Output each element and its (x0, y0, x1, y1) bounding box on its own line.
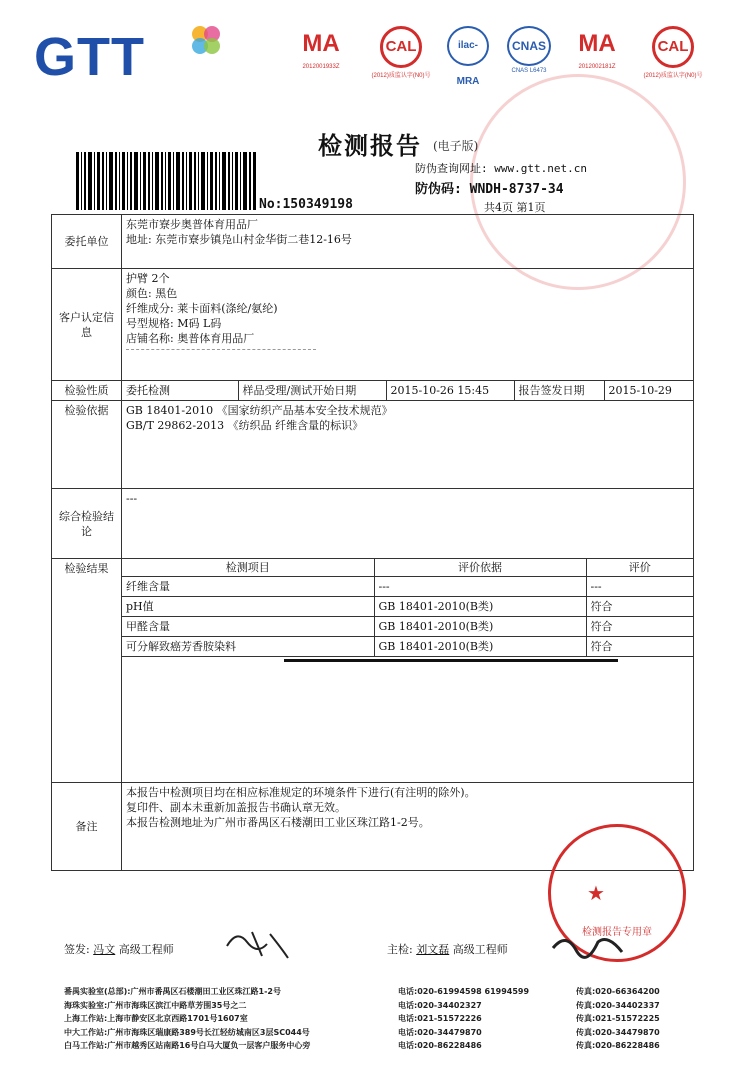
lab-addresses: 番禺实验室(总部):广州市番禺区石楼潮田工业区珠江路1-2号 海珠实验室:广州市海珠区滨江中路草芳围35号之二 上海工作站:上海市静安区北京西路1701号1607室 中大工作站:广州市海珠区瑞康路389号长江轻纺城南区3层SC044号 白马工作站:广州市越秀区站南路16号白马大厦负一层客户服务中心旁 (64, 987, 311, 1050)
cnas-cert: CNAS CNAS L6473 (503, 26, 555, 74)
customer-line: 号型规格: M码 L码 (126, 317, 222, 330)
result-header: 评价依据 (374, 559, 586, 577)
remark-line: 本报告检测地址为广州市番禺区石楼潮田工业区珠江路1-2号。 (126, 816, 430, 829)
report-number: No:150349198 (259, 197, 353, 212)
issuer-signature: 签发: 冯文 高级工程师 (64, 943, 174, 956)
page-count: 共4页 第1页 (484, 201, 546, 214)
result-item: pH值 (122, 597, 374, 617)
result-item: 可分解致癌芳香胺染料 (122, 637, 374, 657)
table-row (122, 617, 693, 637)
cma-cert-2: MA 2012002181Z (578, 30, 616, 70)
customer-line: 店铺名称: 奥普体育用品厂 (126, 332, 255, 345)
result-basis: GB 18401-2010(B类) (374, 617, 586, 637)
conclusion-value: --- (122, 489, 694, 559)
table-row (122, 597, 693, 617)
result-basis: GB 18401-2010(B类) (374, 597, 586, 617)
result-eval: 符合 (586, 637, 693, 657)
lab-faxes: 传真:020-66364200 传真:020-34402337 传真:021-51572225 传真:020-34479870 传真:020-86228486 (576, 987, 660, 1050)
client-row (52, 215, 694, 269)
ilac-cert: ilac-MRA (442, 26, 494, 66)
result-basis: --- (374, 577, 586, 597)
client-name: 东莞市寮步奥普体育用品厂 (126, 218, 258, 231)
result-eval: --- (586, 577, 693, 597)
logo-text: GTT (34, 27, 145, 87)
issuer-name: 冯文 (93, 943, 116, 956)
cma-cert-1: MA 2012001933Z (302, 30, 340, 70)
report-edition: (电子版) (433, 139, 479, 153)
table-row (122, 637, 693, 657)
checker-handwritten-signature (548, 928, 628, 962)
table-row (122, 577, 693, 597)
result-eval: 符合 (586, 617, 693, 637)
result-item: 纤维含量 (122, 577, 374, 597)
nature-label: 检验性质 (52, 381, 122, 401)
basis-row (52, 401, 694, 489)
result-item: 甲醛含量 (122, 617, 374, 637)
nature-table (122, 381, 693, 400)
customer-line: 护臂 2个 (126, 272, 170, 285)
result-header: 评价 (586, 559, 693, 577)
seal-text: 检测报告专用章 (582, 927, 652, 938)
customer-label: 客户认定信息 (52, 269, 122, 381)
remark-line: 复印件、副本未重新加盖报告书确认章无效。 (126, 801, 346, 814)
sample-date: 2015-10-26 15:45 (386, 381, 514, 400)
report-title: 检测报告 (318, 132, 422, 160)
result-label: 检验结果 (52, 559, 122, 783)
lab-phones: 电话:020-61994598 61994599 电话:020-34402327 电话:021-51572226 电话:020-34479870 电话:020-86228486 (398, 987, 530, 1050)
barcode (76, 152, 257, 210)
issue-date: 2015-10-29 (604, 381, 693, 400)
basis-line: GB/T 29862-2013 《纺织品 纤维含量的标识》 (126, 419, 364, 432)
basis-label: 检验依据 (52, 401, 122, 489)
remark-line: 本报告中检测项目均在相应标准规定的环境条件下进行(有注明的除外)。 (126, 786, 476, 799)
client-address: 地址: 东莞市寮步镇凫山村金华街二巷12-16号 (126, 233, 352, 246)
dashed-divider (126, 349, 316, 350)
verify-website: 防伪查询网址: www.gtt.net.cn (415, 162, 587, 175)
client-label: 委托单位 (52, 215, 122, 269)
customer-line: 颜色: 黑色 (126, 287, 178, 300)
official-seal: ★ 检测报告专用章 (548, 824, 686, 962)
nature-value: 委托检测 (122, 381, 238, 400)
cal-cert-1: CAL (2012)质监认字(N0)号 (370, 26, 432, 79)
client-info (122, 215, 694, 269)
customer-info (122, 269, 694, 381)
conclusion-row (52, 489, 694, 559)
result-table (122, 559, 693, 657)
gtt-logo (34, 26, 145, 88)
checker-name: 刘文磊 (416, 943, 450, 956)
customer-line: 纤维成分: 莱卡面料(涤纶/氨纶) (126, 302, 278, 315)
result-eval: 符合 (586, 597, 693, 617)
sample-label: 样品受理/测试开始日期 (238, 381, 386, 400)
report-table (51, 214, 694, 871)
cal-cert-2: CAL (2012)质监认字(N0)号 (642, 26, 704, 79)
flower-logo-icon (188, 22, 224, 58)
issue-label: 报告签发日期 (514, 381, 604, 400)
basis-line: GB 18401-2010 《国家纺织产品基本安全技术规范》 (126, 404, 393, 417)
result-header: 检测项目 (122, 559, 374, 577)
conclusion-label: 综合检验结论 (52, 489, 122, 559)
customer-row (52, 269, 694, 381)
issuer-handwritten-signature (222, 924, 292, 964)
result-row (52, 559, 694, 783)
basis-info (122, 401, 694, 489)
result-basis: GB 18401-2010(B类) (374, 637, 586, 657)
remark-label: 备注 (52, 783, 122, 871)
checker-signature: 主检: 刘文磊 高级工程师 (387, 943, 508, 956)
anti-fake-code: 防伪码: WNDH-8737-34 (415, 182, 564, 197)
end-of-results-line (284, 659, 618, 662)
nature-row (52, 381, 694, 401)
